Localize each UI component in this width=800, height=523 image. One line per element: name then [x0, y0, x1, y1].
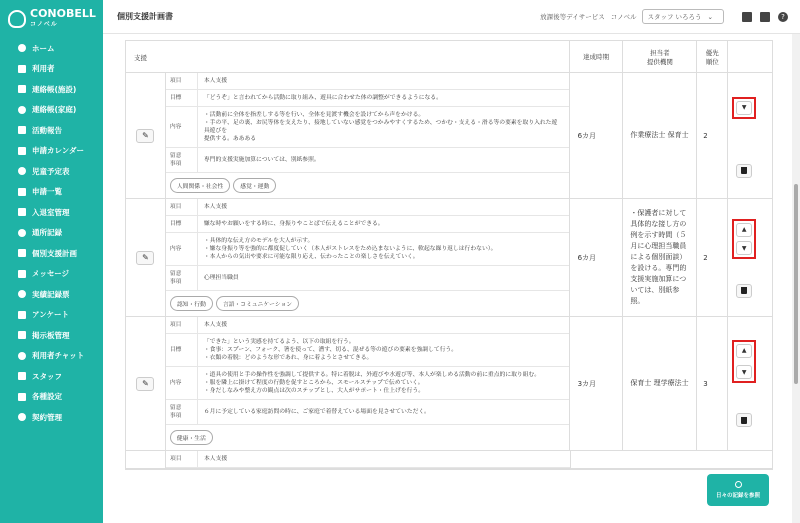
calendar-icon [18, 147, 26, 155]
detail-line: ・嫌な身振り等を強的に都度促していく（本人がストレスをため込まないように、軟起な繰り返しは行わない）。 [203, 246, 497, 252]
domain-tag: 健康・生活 [170, 430, 213, 445]
sidebar-item-label: 入退室管理 [32, 207, 70, 217]
detail-line: ・活動前に全体を指差しする等を行い、全体を見渡す機会を設けてから声をかける。 [203, 112, 425, 118]
sidebar-item-label: 申請一覧 [32, 187, 62, 197]
sidebar-item[interactable] [0, 202, 103, 223]
edit-cell [126, 73, 166, 198]
sidebar-item-label: 活動報告 [32, 125, 62, 135]
detail-value: 「どうぞ」と言われてから活動に取り組み、遊具に合わせた体の調整ができるようになる。 [203, 95, 442, 101]
message-icon [18, 270, 26, 278]
row-actions [728, 199, 772, 316]
support-detail [166, 199, 570, 316]
support-detail [166, 451, 571, 468]
bell-logo-icon [8, 10, 26, 28]
row-actions [728, 73, 772, 198]
org-name: コノベル [610, 13, 637, 21]
edit-cell [126, 451, 166, 468]
highlight-box [732, 97, 756, 119]
label-item: 項目 [166, 317, 198, 333]
detail-row [166, 90, 569, 107]
sidebar-item[interactable] [0, 120, 103, 141]
domain-tag: 認知・行動 [170, 296, 213, 311]
table-header [126, 41, 772, 73]
sidebar-item-label: 通所記録 [32, 228, 62, 238]
move-up-button[interactable]: ▲ [736, 344, 752, 358]
record-icon [18, 229, 26, 237]
move-down-button[interactable]: ▼ [736, 241, 752, 255]
top-bar [103, 0, 800, 34]
move-down-button[interactable]: ▼ [736, 365, 752, 379]
main-content [103, 34, 800, 523]
sidebar-item[interactable] [0, 346, 103, 367]
sidebar-item[interactable] [0, 387, 103, 408]
sidebar-item-label: 利用者 [32, 64, 55, 74]
list-icon [18, 188, 26, 196]
users-icon [18, 65, 26, 73]
achievement-period: 3カ月 [570, 317, 624, 450]
highlight-box [732, 219, 756, 260]
sidebar-item-label: メッセージ [32, 269, 70, 279]
label-item: 項目 [166, 199, 198, 215]
detail-line: ・衣類の着脱：どのような形であれ、身に着ようとさせてきる。 [203, 355, 373, 361]
delete-button[interactable] [736, 413, 752, 427]
app-logo[interactable] [0, 0, 103, 38]
detail-row [166, 73, 569, 90]
scroll-thumb[interactable] [794, 184, 798, 384]
facility-name: 放課後等デイサービス [540, 13, 605, 21]
header-support: 支援 [126, 41, 570, 72]
label-item: 項目 [166, 73, 198, 89]
domain-tag: 人間関係・社会性 [170, 178, 230, 193]
detail-row [166, 367, 569, 400]
label-goal: 目標 [166, 90, 198, 106]
detail-row [166, 148, 569, 173]
label-content: 内容 [166, 233, 198, 265]
delete-button[interactable] [736, 164, 752, 178]
logo-subtext: コノベル [30, 21, 58, 28]
label-notes: 留意 事項 [166, 266, 198, 290]
sidebar-item[interactable] [0, 38, 103, 59]
detail-line: ・食事：スプーン、フォーク、箸を使って、漕す、切る、混ぜる等の遊びの要素を強調して行う。 [203, 347, 458, 353]
table-row [126, 317, 772, 451]
table-row [126, 73, 772, 199]
support-detail [166, 317, 570, 450]
table-row [126, 451, 772, 469]
domain-tags [166, 173, 569, 198]
search-icon [735, 481, 742, 488]
sidebar-item-label: 掲示板管理 [32, 330, 70, 340]
detail-value: ６月に予定している家庭訪問の時に、ご家庭で着替えている場面を見させていただく。 [203, 409, 430, 415]
trash-icon [741, 287, 747, 294]
schedule-icon [18, 167, 26, 175]
page-title: 個別支援計画書 [117, 12, 173, 21]
door-icon [18, 208, 26, 216]
label-goal: 目標 [166, 334, 198, 366]
edit-cell [126, 317, 166, 450]
detail-value: 本人支援 [204, 456, 228, 462]
priority: 2 [697, 199, 728, 316]
sidebar-item-label: スタッフ [32, 371, 62, 381]
detail-line: 「できた」という実感を持てるよう、以下の取組を行う。 [203, 339, 355, 345]
detail-line: 提供する。ああある [203, 136, 257, 142]
notebook-icon [18, 106, 26, 114]
sidebar-item-label: アンケート [32, 310, 70, 320]
edit-button[interactable]: ✎ [136, 129, 154, 143]
priority: 2 [697, 73, 728, 198]
home-icon [18, 44, 26, 52]
plan-icon [18, 249, 26, 257]
priority: 3 [697, 317, 728, 450]
detail-value: 本人支援 [203, 322, 228, 328]
sidebar-item-label: 申請カレンダー [32, 146, 85, 156]
sidebar-item[interactable] [0, 161, 103, 182]
mail-icon[interactable] [742, 12, 752, 22]
notebook-icon [18, 85, 26, 93]
detail-value [198, 334, 463, 366]
sidebar-item-label: 各種設定 [32, 392, 62, 402]
header-period: 達成時期 [570, 41, 624, 72]
survey-icon [18, 311, 26, 319]
detail-row [166, 233, 569, 266]
label-notes: 留意 事項 [166, 148, 198, 172]
book-icon[interactable] [760, 12, 770, 22]
sidebar-item-label: 契約管理 [32, 412, 62, 422]
gear-icon [18, 393, 26, 401]
scrollbar[interactable] [792, 34, 800, 523]
header-person: 担当者 提供機関 [623, 41, 697, 72]
support-detail [166, 73, 570, 198]
detail-value [198, 367, 546, 399]
contract-icon [18, 413, 26, 421]
detail-line: ・本人からの気出や要求に可能な限り応え、伝わったことの楽しさを伝えていく。 [203, 254, 419, 260]
detail-row [166, 400, 569, 425]
highlight-box [732, 340, 756, 383]
chevron-down-icon: ⌄ [707, 12, 713, 21]
detail-row [166, 107, 569, 148]
help-icon[interactable]: ? [778, 12, 788, 22]
move-up-button[interactable]: ▲ [736, 223, 752, 237]
table-row [126, 199, 772, 317]
detail-value [198, 233, 503, 265]
label-goal: 目標 [166, 216, 198, 232]
responsible-person: 作業療法士 保育士 [623, 73, 697, 198]
sidebar-item[interactable] [0, 366, 103, 387]
logo-text: CONOBELL [30, 7, 96, 20]
sidebar-item[interactable] [0, 264, 103, 285]
sidebar-item[interactable] [0, 59, 103, 80]
sidebar-nav [0, 38, 103, 428]
sidebar-item[interactable] [0, 223, 103, 244]
domain-tag: 感覚・運動 [233, 178, 276, 193]
view-daily-records-label: 日々の記録を参照 [715, 493, 760, 499]
staff-icon [18, 372, 26, 380]
sidebar-item[interactable] [0, 141, 103, 162]
row-actions [728, 317, 772, 450]
sidebar-item-label: ホーム [32, 43, 55, 53]
sidebar-item-label: 実績記録票 [32, 289, 70, 299]
header-actions [728, 41, 772, 72]
responsible-person: 保育士 理学療法士 [623, 317, 697, 450]
sidebar-item-label: 連絡帳(施設) [32, 84, 77, 94]
sidebar-item[interactable] [0, 182, 103, 203]
detail-line: ・道具の使用と手の操作性を強調して提供する。特に着脱は、外遊びや水遊び等、本人が楽しめる活動の前に重点的に取り組む。 [203, 372, 541, 378]
staff-select[interactable] [642, 9, 724, 24]
detail-line: ・具体的な伝え方のモデルを大人が示す。 [203, 238, 314, 244]
achievement-period: 6カ月 [570, 199, 624, 316]
sidebar-item[interactable] [0, 79, 103, 100]
detail-row [166, 451, 570, 468]
sidebar-item-label: 児童予定表 [32, 166, 70, 176]
trash-icon [741, 167, 747, 174]
sidebar [0, 0, 103, 523]
detail-value: 嫌な時やお願いをする時に、身振りやことばで伝えることができる。 [203, 221, 384, 227]
header-priority: 優先 順位 [697, 41, 728, 72]
responsible-person: ・保護者に対して具体的な接し方の例を示す時間（５月に心理担当職員による個別面談）を設ける。専門的支援実施加算については、別紙参照。 [623, 199, 697, 316]
label-content: 内容 [166, 367, 198, 399]
edit-button[interactable]: ✎ [136, 377, 154, 391]
label-content: 内容 [166, 107, 198, 147]
megaphone-icon [18, 331, 26, 339]
sidebar-item[interactable] [0, 407, 103, 428]
staff-select-value: スタッフ いろろう [647, 13, 702, 21]
sidebar-item[interactable] [0, 305, 103, 326]
sidebar-item[interactable] [0, 325, 103, 346]
domain-tags [166, 291, 569, 316]
detail-value: 本人支援 [203, 204, 228, 210]
detail-value: 心理担当職員 [203, 275, 239, 281]
detail-row [166, 334, 569, 367]
sidebar-item-label: 個別支援計画 [32, 248, 77, 258]
sidebar-item[interactable] [0, 100, 103, 121]
detail-row [166, 266, 569, 291]
domain-tag: 言語・コミュニケーション [216, 296, 299, 311]
sidebar-item[interactable] [0, 243, 103, 264]
delete-button[interactable] [736, 284, 752, 298]
support-plan-table [125, 40, 773, 470]
edit-button[interactable]: ✎ [136, 251, 154, 265]
pencil-icon [18, 126, 26, 134]
trash-icon [741, 417, 747, 424]
move-down-button[interactable]: ▼ [736, 101, 752, 115]
chat-icon [18, 352, 26, 360]
domain-tags [166, 425, 569, 450]
detail-row [166, 199, 569, 216]
detail-row [166, 317, 569, 334]
sidebar-item-label: 利用者チャット [32, 351, 85, 361]
sidebar-item[interactable] [0, 284, 103, 305]
view-daily-records-button[interactable] [707, 474, 769, 506]
detail-line: ・手の平、足の裏、お尻等体を支えたり、接地していない感覚をつかみやすくするため、つかむ・支える・滑る等の要素を取り入れた遊具遊びを [203, 120, 558, 134]
sidebar-item-label: 連絡帳(家庭) [32, 105, 77, 115]
detail-line: ・身だしなみや整え方の観点は次のステップとし、大人がサポート・仕上げを行う。 [203, 388, 425, 394]
detail-value [198, 107, 569, 147]
grid-icon [18, 290, 26, 298]
label-item: 項目 [166, 451, 198, 467]
detail-row [166, 216, 569, 233]
achievement-period: 6カ月 [570, 73, 624, 198]
detail-line: ・服を隣上に掛けて程度の行動を促すところから、スモールステップで伝めていく。 [203, 380, 424, 386]
edit-cell [126, 199, 166, 316]
label-notes: 留意 事項 [166, 400, 198, 424]
detail-value: 本人支援 [203, 78, 228, 84]
detail-value: 専門的支援実施加算については、別紙参照。 [203, 157, 320, 163]
